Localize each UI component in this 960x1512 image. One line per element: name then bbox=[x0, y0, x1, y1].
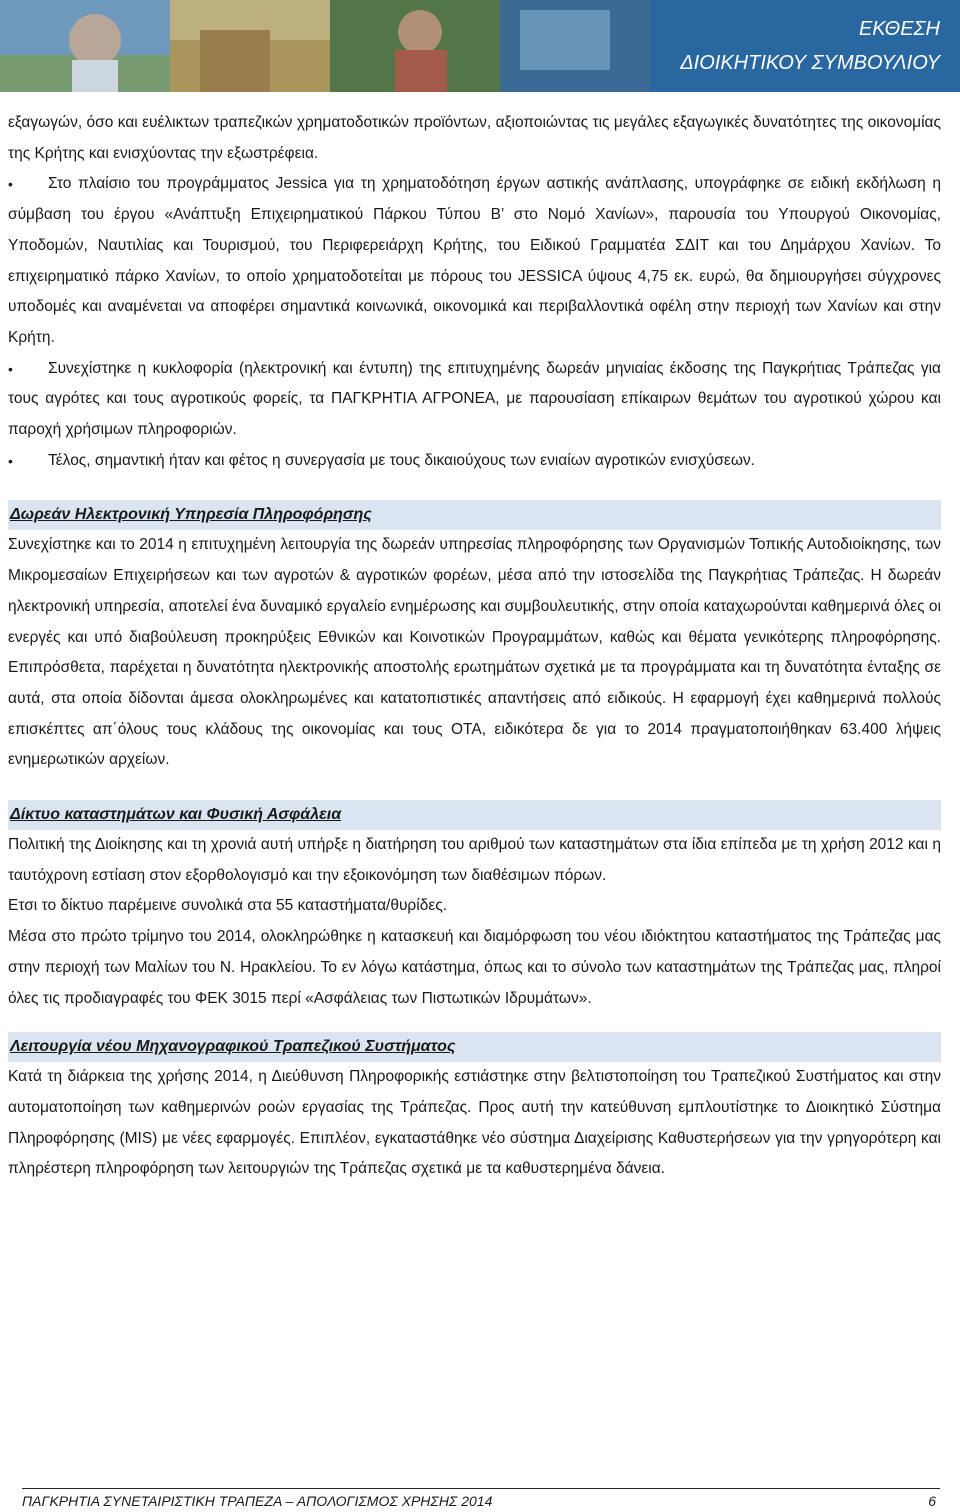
document-body bbox=[8, 108, 941, 1185]
bullet-list bbox=[8, 169, 941, 476]
page-footer bbox=[22, 1488, 940, 1509]
section-heading: Δίκτυο καταστημάτων και Φυσική Ασφάλεια bbox=[8, 800, 941, 830]
footer-text: ΠΑΓΚΡΗΤΙΑ ΣΥΝΕΤΑΙΡΙΣΤΙΚΗ ΤΡΑΠΕΖΑ – ΑΠΟΛΟΓΙΣΜΟΣ ΧΡΗΣΗΣ 2014 bbox=[22, 1493, 493, 1509]
report-title-line2: ΔΙΟΙΚΗΤΙΚΟΥ ΣΥΜΒΟΥΛΙΟΥ bbox=[680, 52, 940, 74]
section-heading: Λειτουργία νέου Μηχανογραφικού Τραπεζικού Συστήματος bbox=[8, 1032, 941, 1062]
list-item-text: Συνεχίστηκε η κυκλοφορία (ηλεκτρονική και έντυπη) της επιτυχημένης δωρεάν μηνιαίας έκδοσης της Παγκρήτιας Τράπεζας για τους αγρότες και τους αγροτικούς φορείς, τα ΠΑΓΚΡΗΤΙΑ ΑΓΡΟΝΕΑ, με παρουσίαση επίκαιρων θεμάτων του αγροτικού χώρου και παροχή χρήσιμων πληροφοριών. bbox=[8, 359, 941, 439]
report-title-line1: ΕΚΘΕΣΗ bbox=[858, 18, 940, 40]
section-branch-network bbox=[8, 800, 941, 1014]
section-paragraph: Ετσι το δίκτυο παρέμεινε συνολικά στα 55 καταστήματα/θυρίδες. bbox=[8, 897, 448, 915]
list-item bbox=[8, 169, 941, 353]
section-heading: Δωρεάν Ηλεκτρονική Υπηρεσία Πληροφόρησης bbox=[8, 500, 941, 530]
bullet-icon: • bbox=[8, 452, 13, 469]
list-item-text: Στο πλαίσιο του προγράμματος Jessica για τη χρηματοδότηση έργων αστικής ανάπλασης, υπογράφηκε σε ειδική εκδήλωση η σύμβαση του έργου «Ανάπτυξη Επιχειρηματικού Πάρκου Τύπου Β’ στο Νομό Χανίων», παρουσία του Υπουργού Οικονομίας, Υποδομών, Ναυτιλίας και Τουρισμού, του Περιφερειάρχη Κρήτης, του Ειδικού Γραμματέα ΣΔΙΤ και του Δημάρχου Χανίων. Το επιχειρηματικό πάρκο Χανίων, το οποίο χρηματοδοτείται με πόρους του JESSICA ύψους 4,75 εκ. ευρώ, θα δημιουργήσει σύγχρονες υποδομές και αναμένεται να αποφέρει σημαντικά κοινωνικά, οικονομικά και περιβαλλοντικά οφέλη στην περιοχή των Χανίων και στην Κρήτη. bbox=[8, 175, 941, 346]
section-paragraph: Μέσα στο πρώτο τρίμηνο του 2014, ολοκληρώθηκε η κατασκευή και διαμόρφωση του νέου ιδιόκτητου καταστήματος της Τράπεζας μας στην περιοχή των Μαλίων του Ν. Ηρακλείου. Το εν λόγω κατάστημα, όπως και το σύνολο των καταστημάτων της Τράπεζας μας, πληροί όλες τις προδιαγραφές του ΦΕΚ 3015 περί «Ασφάλειας των Πιστωτικών Ιδρυμάτων». bbox=[8, 928, 941, 1007]
list-item bbox=[8, 354, 941, 446]
bullet-icon: • bbox=[8, 176, 13, 193]
section-paragraph: Πολιτική της Διοίκησης και τη χρονιά αυτή υπήρξε η διατήρηση του αριθμού των καταστημάτων στα ίδια επίπεδα με τη χρήση 2012 και η ταυτόχρονη εστίαση στον εξορθολογισμό και την εξοικονόμηση των διαθέσιμων πόρων. bbox=[8, 836, 941, 884]
header-photo-collage bbox=[0, 0, 960, 92]
section-paragraph: Συνεχίστηκε και το 2014 η επιτυχημένη λειτουργία της δωρεάν υπηρεσίας πληροφόρησης των Οργανισμών Τοπικής Αυτοδιοίκησης, των Μικρομεσαίων Επιχειρήσεων και των αγροτών & αγροτικών φορέων, μέσα από την ιστοσελίδα της Παγκρήτιας Τράπεζας. Η δωρεάν ηλεκτρονική υπηρεσία, αποτελεί ένα δυναμικό εργαλείο ενημέρωσης και συμβουλευτικής, στην οποία καταχωρούνται καθημερινά όλες οι ενεργές και υπό διαβούλευση προκηρύξεις Εθνικών και Κοινοτικών Προγραμμάτων, καθώς και θέματα γενικότερης πληροφόρησης. Επιπρόσθετα, παρέχεται η δυνατότητα ηλεκτρονικής αποστολής ερωτημάτων σχετικά με τα προγράμματα και τη δυνατότητα ένταξης σε αυτά, στα οποία δίδονται άμεσα ολοκληρωμένες και κατατοπιστικές απαντήσεις από ειδικούς. Η εφαρμογή έχει καθημερινά πολλούς επισκέπτες απ΄όλους τους κλάδους της οικονομίας και τους ΟΤΑ, ειδικότερα δε για το 2014 πραγματοποιήθηκαν 63.400 λήψεις ενημερωτικών αρχείων. bbox=[8, 536, 941, 769]
section-paragraph: Κατά τη διάρκεια της χρήσης 2014, η Διεύθυνση Πληροφορικής εστιάστηκε στην βελτιστοποίηση του Τραπεζικού Συστήματος και στην αυτοματοποίηση των καθημερινών ροών εργασίας της Τράπεζας. Προς αυτή την κατεύθυνση εμπλουτίστηκε το Διοικητικό Σύστημα Πληροφόρησης (MIS) με νέες εφαρμογές. Επιπλέον, εγκαταστάθηκε νέο σύστημα Διαχείρισης Καθυστερήσεων για την γρηγορότερη και πληρέστερη πληροφόρηση των λειτουργιών της Τράπεζας σχετικά με τα καθυστερημένα δάνεια. bbox=[8, 1068, 941, 1178]
section-banking-system bbox=[8, 1032, 941, 1185]
section-free-info-service bbox=[8, 500, 941, 776]
continued-paragraph: εξαγωγών, όσο και ευέλικτων τραπεζικών χρηματοδοτικών προϊόντων, αξιοποιώντας τις μεγάλες εξαγωγικές δυνατότητες της οικονομίας της Κρήτης και ενισχύοντας την εξωστρέφεια. bbox=[8, 114, 941, 162]
list-item bbox=[8, 446, 941, 477]
header-banner bbox=[0, 0, 960, 92]
page-number: 6 bbox=[928, 1493, 936, 1509]
bullet-icon: • bbox=[8, 360, 13, 377]
list-item-text: Τέλος, σημαντική ήταν και φέτος η συνεργασία με τους δικαιούχους των ενιαίων αγροτικών ενισχύσεων. bbox=[48, 451, 755, 469]
